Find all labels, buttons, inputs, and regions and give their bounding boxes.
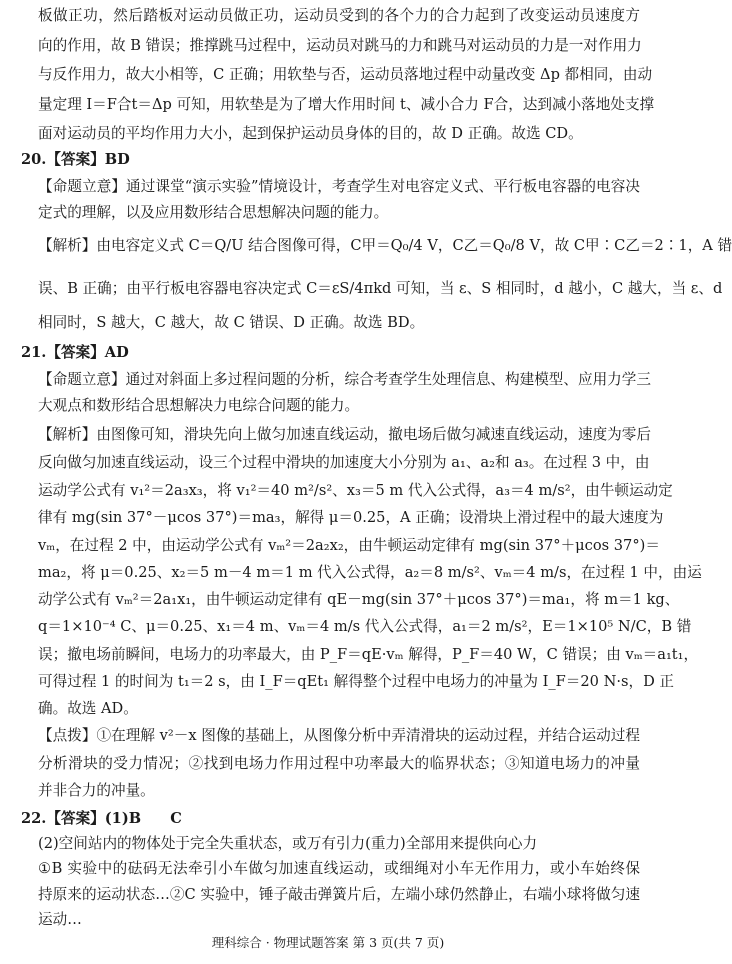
text-line: 相同时，S 越大，C 越大，故 C 错误、D 正确。故选 BD。 [38,314,425,331]
text-line: vₘ，在过程 2 中，由运动学公式有 vₘ²＝2a₂x₂，由牛顿运动定律有 mg(sin 37°＋μcos 37°)＝ [38,537,660,554]
text-line: 运动学公式有 v₁²＝2a₃x₃，将 v₁²＝40 m²/s²、x₃＝5 m 代入公式得，a₃＝4 m/s²，由牛顿运动定 [38,482,673,499]
text-line: 反向做匀加速直线运动，设三个过程中滑块的加速度大小分别为 a₁、a₂和 a₃。在过程 3 中，由 [38,454,650,471]
text-line: 动学公式有 vₘ²＝2a₁x₁，由牛顿运动定律有 qE－mg(sin 37°＋μcos 37°)＝ma₁，将 m＝1 kg、 [38,591,680,608]
text-line: ma₂，将 μ＝0.25、x₂＝5 m－4 m＝1 m 代入公式得，a₂＝8 m/s²、vₘ＝4 m/s，在过程 1 中，由运 [38,564,702,581]
text-line: 与反作用力，故大小相等，C 正确；用软垫与否，运动员落地过程中动量改变 Δp 都相同，由动 [38,66,653,83]
text-line: 大观点和数形结合思想解决力电综合问题的能力。 [38,397,360,414]
text-line: 【点拨】①在理解 v²－x 图像的基础上，从图像分析中弄清滑块的运动过程，并结合运动过程 [38,727,640,744]
text-line: ①B 实验中的砝码无法牵引小车做匀加速直线运动，或细绳对小车无作用力，或小车始终保 [38,860,640,877]
text-line: 持原来的运动状态…②C 实验中，锤子敲击弹簧片后，左端小球仍然静止，右端小球将做匀速 [38,886,640,903]
text-line: 定式的理解，以及应用数形结合思想解决问题的能力。 [38,204,389,221]
text-line: 并非合力的冲量。 [38,782,155,799]
text-line: 可得过程 1 的时间为 t₁＝2 s，由 I_F＝qEt₁ 解得整个过程中电场力的冲量为 I_F＝20 N·s，D 正 [38,673,674,690]
text-line: 误；撤电场前瞬间，电场力的功率最大，由 P_F＝qE·vₘ 解得，P_F＝40 W，C 错误；由 vₘ＝a₁t₁， [38,646,699,663]
question-22-answer: 22.【答案】(1)B C [21,810,182,827]
text-line: 面对运动员的平均作用力大小，起到保护运动员身体的目的，故 D 正确。故选 CD。 [38,125,583,142]
text-line: (2)空间站内的物体处于完全失重状态，或万有引力(重力)全部用来提供向心力 [38,835,538,852]
text-line: 板做正功，然后踏板对运动员做正功，运动员受到的各个力的合力起到了改变运动员速度方 [38,7,640,24]
question-20-answer: 20.【答案】BD [21,151,130,168]
text-line: 向的作用，故 B 错误；推撑跳马过程中，运动员对跳马的力和跳马对运动员的力是一对作用力 [38,37,642,54]
text-line: 分析滑块的受力情况；②找到电场力作用过程中功率最大的临界状态；③知道电场力的冲量 [38,755,640,772]
text-line: 律有 mg(sin 37°－μcos 37°)＝ma₃，解得 μ＝0.25，A 正确；设滑块上滑过程中的最大速度为 [38,509,664,526]
question-21-answer: 21.【答案】AD [21,344,129,361]
text-line: 【命题立意】通过课堂“演示实验”情境设计，考查学生对电容定义式、平行板电容器的电容决 [38,178,640,195]
text-line: q＝1×10⁻⁴ C、μ＝0.25、x₁＝4 m、vₘ＝4 m/s 代入公式得，a₁＝2 m/s²，E＝1×10⁵ N/C，B 错 [38,618,692,635]
text-line: 【解析】由电容定义式 C＝Q/U 结合图像可得，C甲＝Q₀/4 V，C乙＝Q₀/8 V，故 C甲∶C乙＝2∶1，A 错 [38,237,732,254]
text-line: 【解析】由图像可知，滑块先向上做匀加速直线运动，撤电场后做匀减速直线运动，速度为零后 [38,426,651,443]
text-line: 误、B 正确；由平行板电容器电容决定式 C＝εS/4πkd 可知，当 ε、S 相同时，d 越小，C 越大，当 ε、d [38,280,723,297]
text-line: 确。故选 AD。 [38,700,138,717]
text-line: 运动… [38,911,82,928]
text-line: 【命题立意】通过对斜面上多过程问题的分析，综合考查学生处理信息、构建模型、应用力学三 [38,371,651,388]
text-line: 量定理 I＝F合t＝Δp 可知，用软垫是为了增大作用时间 t、减小合力 F合，达到减小落地处支撑 [38,96,655,113]
page-footer: 理科综合 · 物理试题答案 第 3 页(共 7 页) [211,935,445,950]
